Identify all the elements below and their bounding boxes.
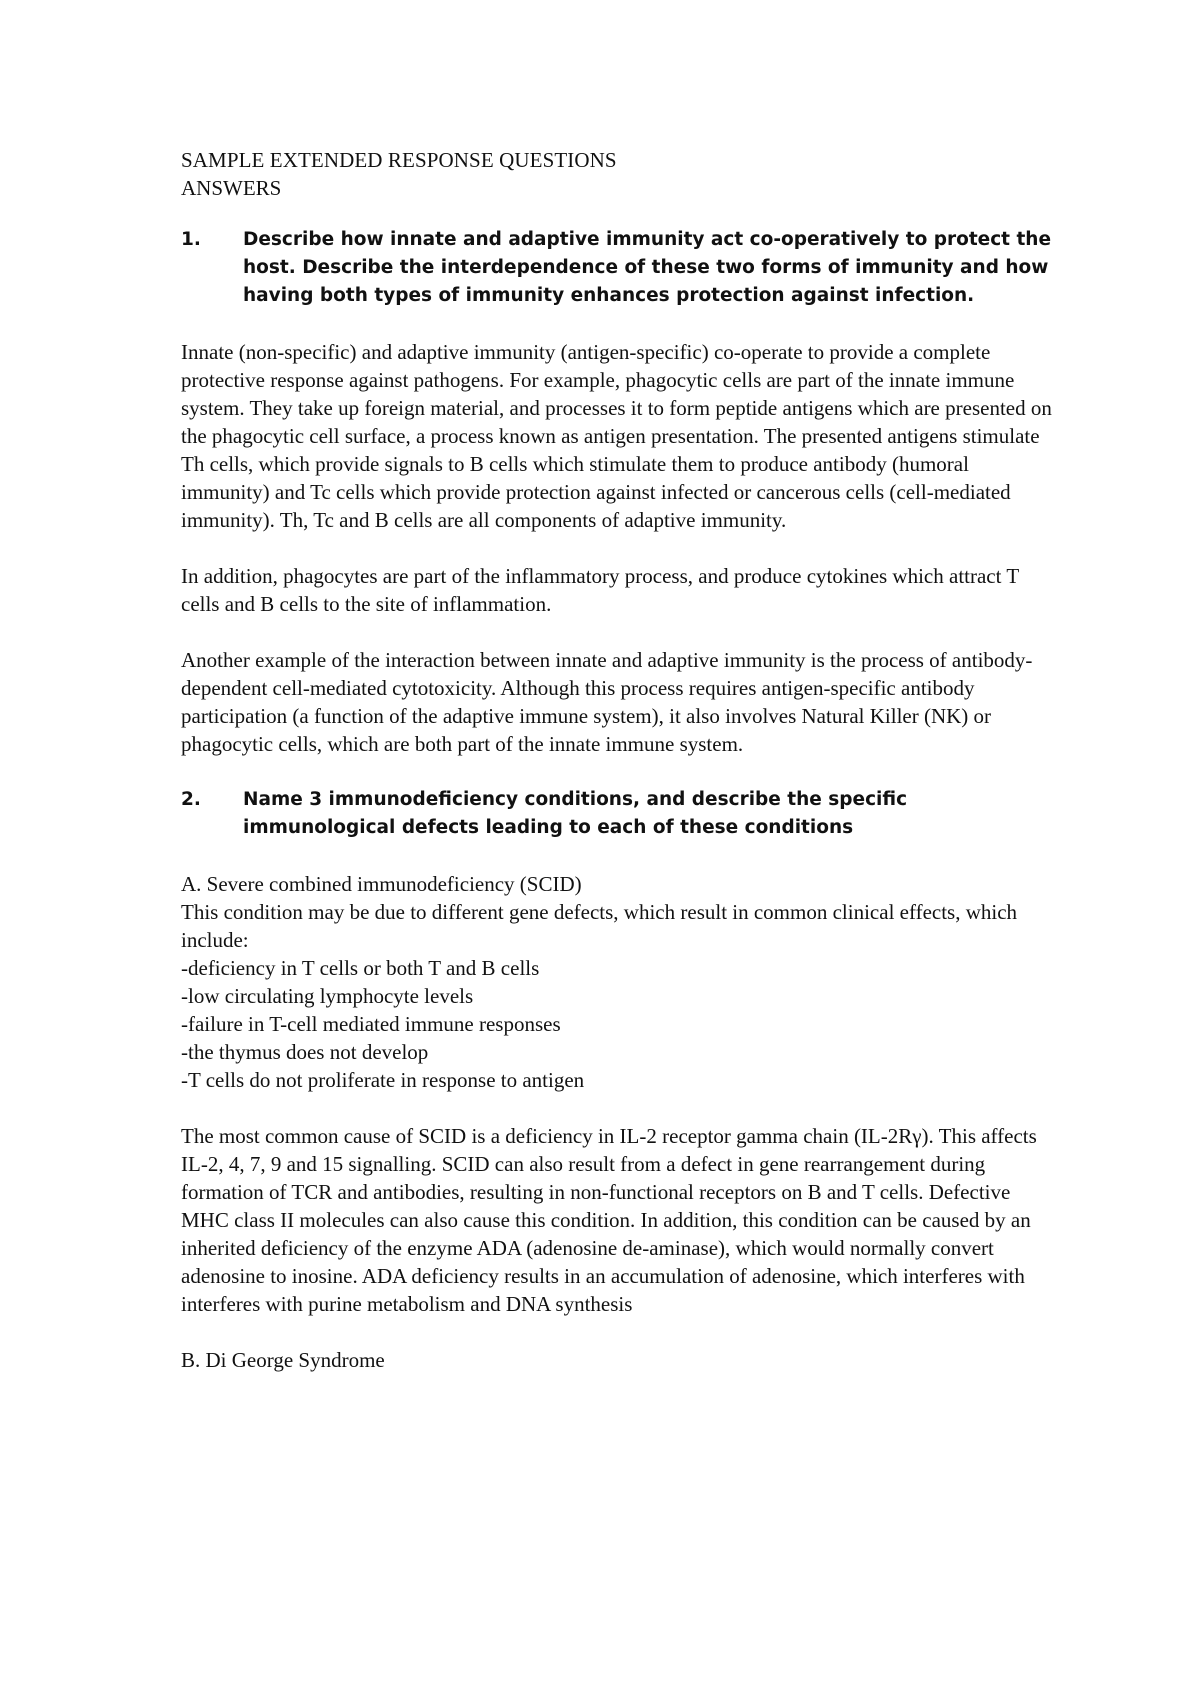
document-subtitle: ANSWERS <box>181 176 282 200</box>
answer-1-paragraph-1: Innate (non-specific) and adaptive immunity (antigen-specific) co-operate to provide a complete protective response against pathogens. For example, phagocytic cells are part of the innate immune system. They take up foreign material, and processes it to form peptide antigens which are presented on the phagocytic cell surface, a process known as antigen presentation. The presented antigens stimulate Th cells, which provide signals to B cells which stimulate them to produce antibody (humoral immunity) and Tc cells which provide protection against infected or cancerous cells (cell-mediated immunity). Th, Tc and B cells are all components of adaptive immunity. <box>181 340 1052 532</box>
section-a-list-item: -failure in T-cell mediated immune responses <box>181 1012 561 1036</box>
section-b-title: B. Di George Syndrome <box>181 1348 385 1372</box>
question-2 <box>181 786 1061 842</box>
section-a-list-item: -low circulating lymphocyte levels <box>181 984 474 1008</box>
section-a-list-item: -the thymus does not develop <box>181 1040 429 1064</box>
section-a-intro: This condition may be due to different gene defects, which result in common clinical effects, which include: <box>181 900 1018 952</box>
answer-2-section-a <box>181 870 1061 1094</box>
document-title: SAMPLE EXTENDED RESPONSE QUESTIONS <box>181 148 617 172</box>
document-page <box>181 146 1061 1374</box>
section-a-list-item: -deficiency in T cells or both T and B cells <box>181 956 540 980</box>
answer-1-paragraph-2: In addition, phagocytes are part of the inflammatory process, and produce cytokines which attract T cells and B cells to the site of inflammation. <box>181 564 1019 616</box>
question-2-text: Name 3 immunodeficiency conditions, and describe the specific immunological defects leading to each of these conditions <box>243 789 908 838</box>
question-1-number: 1. <box>181 229 201 250</box>
section-a-cause-paragraph: The most common cause of SCID is a deficiency in IL-2 receptor gamma chain (IL-2Rγ). This affects IL-2, 4, 7, 9 and 15 signalling. SCID can also result from a defect in gene rearrangement during formation of TCR and antibodies, resulting in non-functional receptors on B and T cells. Defective MHC class II molecules can also cause this condition. In addition, this condition can be caused by an inherited deficiency of the enzyme ADA (adenosine de-aminase), which would normally convert adenosine to inosine. ADA deficiency results in an accumulation of adenosine, which interferes with interferes with purine metabolism and DNA synthesis <box>181 1124 1037 1316</box>
question-1 <box>181 226 1061 310</box>
question-2-number: 2. <box>181 789 201 810</box>
section-a-list-item: -T cells do not proliferate in response to antigen <box>181 1068 585 1092</box>
question-1-text: Describe how innate and adaptive immunity act co-operatively to protect the host. Describe the interdependence of these two forms of immunity and how having both types of immunity enhances protection against infection. <box>243 229 1052 306</box>
answer-1-paragraph-3: Another example of the interaction between innate and adaptive immunity is the process of antibody-dependent cell-mediated cytotoxicity. Although this process requires antigen-specific antibody participation (a function of the adaptive immune system), it also involves Natural Killer (NK) or phagocytic cells, which are both part of the innate immune system. <box>181 648 1033 756</box>
section-a-title: A. Severe combined immunodeficiency (SCID) <box>181 872 582 896</box>
